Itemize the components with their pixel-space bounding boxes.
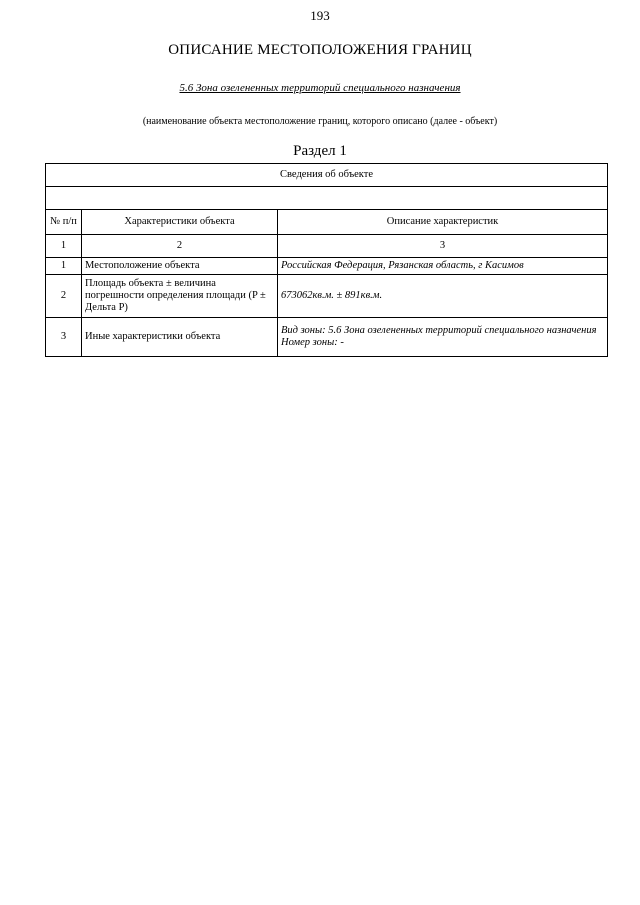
table-caption: Сведения об объекте — [46, 164, 608, 187]
table-row — [46, 258, 608, 275]
table-blank-row — [46, 187, 608, 210]
row-number: 2 — [46, 275, 82, 318]
row-characteristic: Площадь объекта ± величина погрешности определения площади (P ± Дельта P) — [82, 275, 278, 318]
header-characteristic: Характеристики объекта — [82, 210, 278, 235]
column-number: 1 — [46, 235, 82, 258]
row-characteristic: Иные характеристики объекта — [82, 318, 278, 357]
table-caption-row — [46, 164, 608, 187]
header-description: Описание характеристик — [278, 210, 608, 235]
description-line: Вид зоны: 5.6 Зона озелененных территорий специального назначения — [281, 325, 597, 336]
object-info-table — [45, 163, 608, 357]
page-number: 193 — [310, 8, 330, 23]
row-number: 1 — [46, 258, 82, 275]
description-line: Номер зоны: - — [281, 337, 344, 348]
document-title: ОПИСАНИЕ МЕСТОПОЛОЖЕНИЯ ГРАНИЦ — [168, 42, 472, 58]
row-number: 3 — [46, 318, 82, 357]
row-description — [278, 258, 608, 275]
header-num: № п/п — [46, 210, 82, 235]
row-characteristic: Местоположение объекта — [82, 258, 278, 275]
object-name-caption: (наименование объекта местоположение границ, которого описано (далее - объект) — [142, 116, 498, 127]
column-number: 3 — [278, 235, 608, 258]
row-description — [278, 275, 608, 318]
row-description — [278, 318, 608, 357]
table-row — [46, 318, 608, 357]
description-line: 673062кв.м. ± 891кв.м. — [281, 290, 383, 301]
object-name — [0, 82, 640, 94]
description-line: Российская Федерация, Рязанская область, г Касимов — [281, 260, 524, 271]
column-number-row — [46, 235, 608, 258]
column-number: 2 — [82, 235, 278, 258]
table-header-row — [46, 210, 608, 235]
object-name-text: 5.6 Зона озелененных территорий специального назначения — [179, 82, 461, 94]
table-blank-cell — [46, 187, 608, 210]
table-row — [46, 275, 608, 318]
section-title: Раздел 1 — [293, 143, 347, 159]
